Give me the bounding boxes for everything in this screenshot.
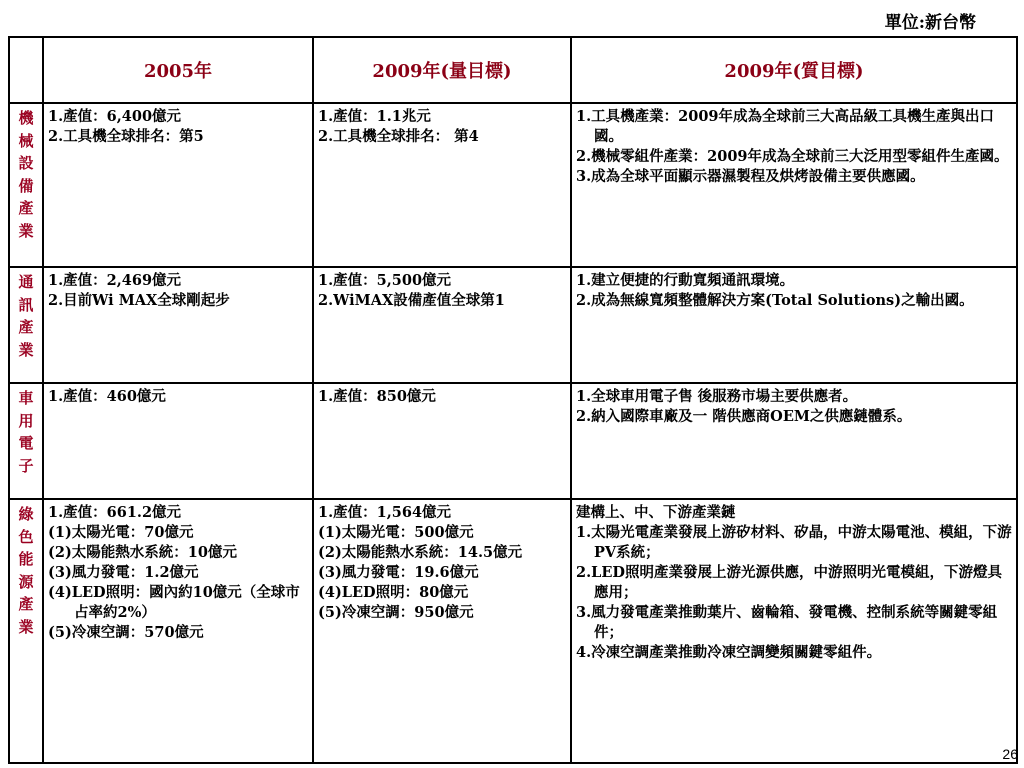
cell-line: 建構上、中、下游產業鏈: [576, 504, 736, 521]
category-char: 設: [18, 154, 34, 172]
table-row: [9, 267, 1017, 383]
cell-line: 2.LED照明產業發展上游光源供應，中游照明光電模組，下游燈具應用；: [576, 564, 1002, 601]
cell-line: 2.成為無線寬頻整體解決方案(Total Solutions)之輸出國。: [576, 292, 974, 309]
category-char: 能: [18, 550, 34, 568]
cell-line: 2.WiMAX設備產值全球第1: [318, 292, 505, 309]
cell-2009-quality: [571, 383, 1017, 499]
cell-line: (2)太陽能熱水系統：14.5億元: [318, 544, 523, 561]
header-2009-quantity: 2009年(量目標): [313, 37, 571, 103]
category-char: 機: [18, 109, 34, 127]
category-char: 源: [18, 572, 34, 591]
category-char: 備: [18, 176, 34, 195]
cell-2009-quantity: [313, 499, 571, 763]
cell-2005: [43, 383, 313, 499]
cell-2009-quantity: [313, 383, 571, 499]
cell-line: (3)風力發電：1.2億元: [48, 564, 199, 581]
table-row: [9, 383, 1017, 499]
cell-line: (2)太陽能熱水系統：10億元: [48, 544, 237, 561]
header-2005: 2005年: [43, 37, 313, 103]
cell-2005: [43, 103, 313, 267]
cell-line: 1.全球車用電子售 後服務市場主要供應者。: [576, 388, 858, 405]
category-char: 色: [18, 527, 34, 546]
category-cell: [9, 267, 43, 383]
page-number: 26: [1002, 746, 1018, 762]
cell-line: (4)LED照明：80億元: [318, 584, 469, 601]
category-char: 綠: [18, 505, 34, 523]
category-char: 電: [18, 434, 34, 452]
cell-line: (5)冷凍空調：950億元: [318, 604, 474, 621]
cell-2009-quantity: [313, 103, 571, 267]
category-char: 產: [18, 595, 34, 613]
header-row: [9, 37, 1017, 103]
cell-line: 3.成為全球平面顯示器濕製程及烘烤設備主要供應國。: [576, 168, 925, 185]
cell-line: (1)太陽光電：70億元: [48, 524, 194, 541]
category-cell: [9, 103, 43, 267]
cell-line: (3)風力發電：19.6億元: [318, 564, 479, 581]
cell-line: 1.產值：661.2億元: [48, 504, 182, 521]
cell-line: (4)LED照明：國內約10億元（全球市占率約2%）: [48, 584, 300, 621]
category-char: 產: [18, 318, 34, 336]
cell-line: 1.產值：6,400億元: [48, 108, 182, 125]
cell-2009-quantity: [313, 267, 571, 383]
cell-line: (5)冷凍空調：570億元: [48, 624, 204, 641]
cell-line: 4.冷凍空調產業推動冷凍空調變頻關鍵零組件。: [576, 644, 882, 661]
cell-line: 1.產值：460億元: [48, 388, 166, 405]
table-row: [9, 499, 1017, 763]
cell-line: 1.建立便捷的行動寬頻通訊環境。: [576, 272, 795, 289]
category-cell: [9, 499, 43, 763]
cell-2005: [43, 499, 313, 763]
cell-line: 3.風力發電產業推動葉片、齒輪箱、發電機、控制系統等關鍵零組件；: [576, 604, 998, 641]
cell-line: 1.產值：1,564億元: [318, 504, 452, 521]
industry-goals-table: [8, 36, 1018, 764]
table-row: [9, 103, 1017, 267]
cell-line: (1)太陽光電：500億元: [318, 524, 474, 541]
unit-label: 單位:新台幣: [884, 13, 976, 33]
cell-2009-quality: [571, 103, 1017, 267]
category-char: 用: [18, 411, 34, 430]
cell-2005: [43, 267, 313, 383]
cell-line: 2.工具機全球排名：第5: [48, 128, 204, 145]
category-char: 產: [18, 199, 34, 217]
category-char: 業: [18, 617, 34, 636]
header-corner: [9, 37, 43, 103]
category-char: 械: [18, 131, 34, 150]
cell-line: 2.工具機全球排名： 第4: [318, 128, 479, 145]
cell-line: 1.產值：1.1兆元: [318, 108, 431, 125]
category-char: 業: [18, 221, 34, 240]
cell-line: 1.產值：2,469億元: [48, 272, 182, 289]
category-char: 車: [18, 389, 34, 407]
cell-line: 2.機械零組件產業：2009年成為全球前三大泛用型零組件生產國。: [576, 148, 1009, 165]
cell-line: 1.產值：850億元: [318, 388, 436, 405]
header-2009-quality: 2009年(質目標): [571, 37, 1017, 103]
category-char: 通: [18, 273, 34, 291]
category-char: 訊: [18, 295, 34, 314]
cell-2009-quality: [571, 267, 1017, 383]
category-cell: [9, 383, 43, 499]
cell-2009-quality: [571, 499, 1017, 763]
category-char: 業: [18, 340, 34, 359]
cell-line: 2.目前Wi MAX全球剛起步: [48, 292, 230, 309]
cell-line: 1.工具機產業：2009年成為全球前三大高品級工具機生產與出口國。: [576, 108, 994, 145]
category-char: 子: [18, 456, 34, 475]
cell-line: 1.產值：5,500億元: [318, 272, 452, 289]
cell-line: 2.納入國際車廠及一 階供應商OEM之供應鏈體系。: [576, 408, 912, 425]
cell-line: 1.太陽光電產業發展上游矽材料、矽晶，中游太陽電池、模組，下游PV系統；: [576, 524, 1012, 561]
